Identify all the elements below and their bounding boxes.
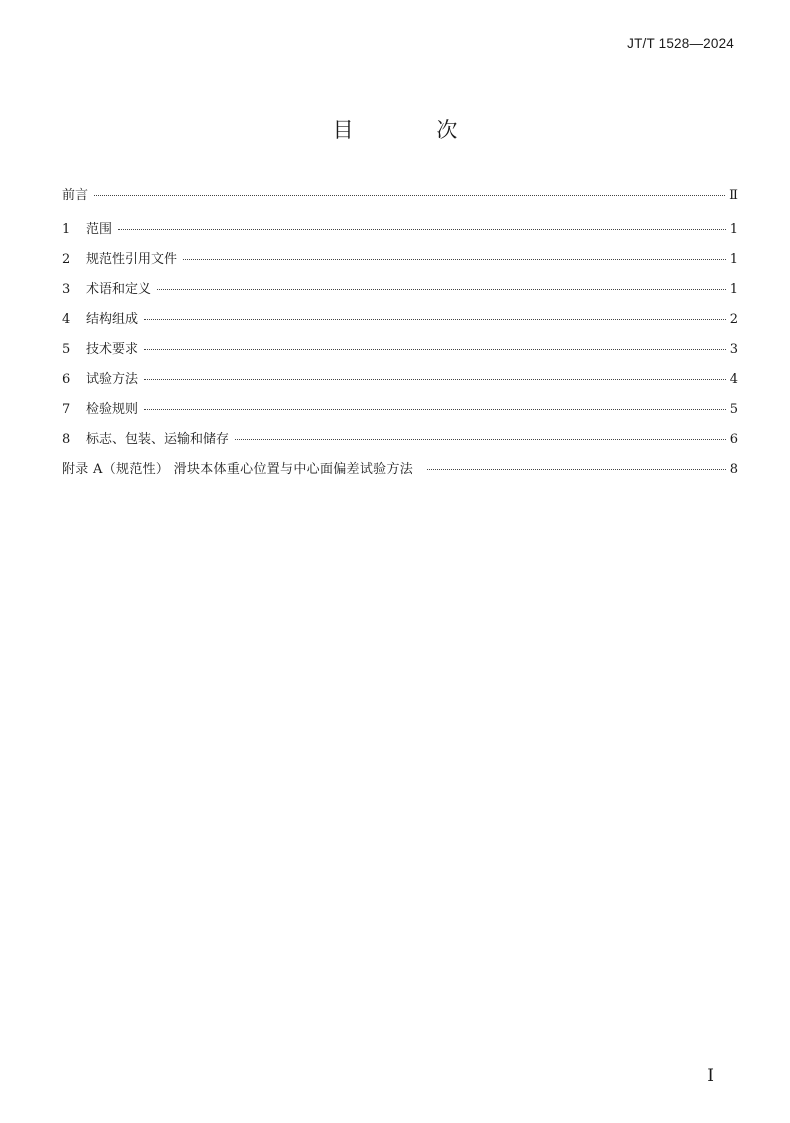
toc-entry-page: Ⅱ (729, 188, 738, 203)
dot-leader (144, 409, 726, 410)
toc-entry-page: 1 (729, 222, 738, 237)
toc-entry-page: 6 (729, 432, 738, 447)
toc-entry-technical-requirements[interactable] (62, 340, 738, 370)
toc-entry-normative-references[interactable] (62, 250, 738, 280)
dot-leader (118, 229, 726, 230)
toc-entry-terms-definitions[interactable] (62, 280, 738, 310)
dot-leader (235, 439, 726, 440)
toc-entry-page: 4 (729, 372, 738, 387)
toc-entry-page: 5 (729, 402, 738, 417)
toc-entry-page: 1 (729, 252, 738, 267)
page-title: 目 次 (332, 118, 496, 142)
toc-entry-number: 2 (62, 252, 71, 267)
dot-leader (144, 349, 726, 350)
toc-entry-number: 3 (62, 282, 71, 297)
dot-leader (183, 259, 726, 260)
toc-entry-number: 5 (62, 342, 71, 357)
toc-entry-label: 范围 (86, 222, 113, 237)
dot-leader (427, 469, 726, 470)
toc-entry-annex-a[interactable] (62, 460, 738, 490)
toc-entry-number: 4 (62, 312, 71, 327)
toc-entry-marking-packaging[interactable] (62, 430, 738, 460)
toc-entry-test-methods[interactable] (62, 370, 738, 400)
dot-leader (94, 195, 725, 196)
toc-entry-label: 前言 (62, 188, 89, 203)
toc-entry-number: 7 (62, 402, 71, 417)
toc-entry-label: 术语和定义 (86, 282, 152, 297)
toc-entry-label: 标志、包装、运输和储存 (86, 432, 230, 447)
toc-entry-number: 1 (62, 222, 71, 237)
dot-leader (144, 319, 726, 320)
toc-entry-foreword[interactable] (62, 186, 738, 220)
toc-entry-label: 结构组成 (86, 312, 139, 327)
toc-entry-number: 6 (62, 372, 71, 387)
toc-entry-page: 3 (729, 342, 738, 357)
toc-entry-label: 技术要求 (86, 342, 139, 357)
toc-entry-number: 8 (62, 432, 71, 447)
toc-entry-inspection-rules[interactable] (62, 400, 738, 430)
page-number: I (707, 1066, 714, 1086)
toc-entry-structure[interactable] (62, 310, 738, 340)
standard-code: JT/T 1528—2024 (627, 36, 734, 51)
toc-entry-label: 规范性引用文件 (86, 252, 178, 267)
toc-entry-page: 1 (729, 282, 738, 297)
toc-entry-label: 附录 A（规范性） 滑块本体重心位置与中心面偏差试验方法 (62, 462, 414, 477)
toc-entry-page: 2 (729, 312, 738, 327)
table-of-contents (62, 186, 738, 490)
toc-entry-label: 检验规则 (86, 402, 139, 417)
dot-leader (157, 289, 726, 290)
dot-leader (144, 379, 726, 380)
toc-entry-page: 8 (729, 462, 738, 477)
toc-entry-scope[interactable] (62, 220, 738, 250)
toc-entry-label: 试验方法 (86, 372, 139, 387)
